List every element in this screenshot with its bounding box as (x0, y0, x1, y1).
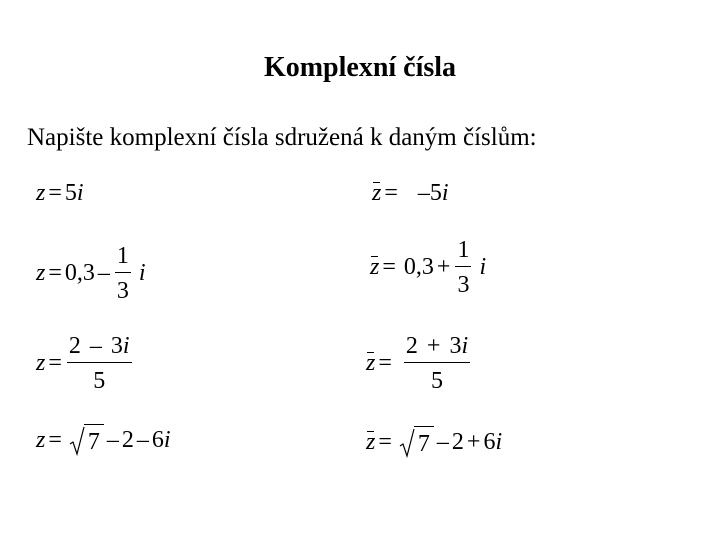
fraction-denominator: 5 (431, 368, 443, 394)
equals-sign: = (378, 428, 392, 455)
fraction-numerator: 1 (116, 243, 129, 269)
fraction-numerator (67, 334, 132, 362)
variable-z-conjugate: z (366, 428, 376, 455)
imaginary-unit: i (441, 180, 449, 206)
fraction-denominator: 3 (457, 272, 470, 298)
instruction-text: Napište komplexní čísla sdružená k daným číslům: (27, 124, 537, 151)
radical-sign-icon (69, 426, 85, 456)
subtrahend: 2 (121, 426, 134, 453)
imaginary-unit: i (479, 254, 487, 280)
variable-z: z (36, 350, 46, 376)
variable-z-conjugate: z (370, 254, 380, 280)
equation-1-given (36, 180, 84, 207)
equals-sign: = (48, 426, 62, 453)
fraction (455, 238, 471, 297)
minus-sign: – (106, 426, 119, 453)
minus-sign: – (436, 428, 449, 455)
imag-coefficient: 6 (151, 426, 164, 453)
equation-3-conjugate (366, 334, 472, 393)
radical-sign-icon (399, 428, 415, 458)
imaginary-unit: i (122, 333, 130, 359)
radicand: 7 (414, 426, 434, 458)
variable-z-conjugate: z (366, 350, 376, 376)
real-part: 0,3 (403, 254, 434, 280)
imaginary-unit: i (138, 260, 146, 286)
variable-z-conjugate: z (372, 180, 382, 206)
imaginary-unit: i (163, 426, 171, 453)
minus-sign: – (89, 333, 102, 359)
fraction-numerator (404, 334, 470, 362)
equals-sign: = (48, 350, 62, 376)
numerator-real: 2 (68, 333, 81, 359)
equation-2-conjugate (370, 238, 486, 297)
minus-sign: – (417, 180, 430, 206)
plus-sign: + (426, 333, 441, 359)
numerator-real: 2 (405, 333, 418, 359)
equals-sign: = (48, 180, 62, 206)
subtrahend: 2 (451, 428, 464, 455)
plus-sign: + (466, 428, 481, 455)
plus-sign: + (436, 254, 451, 280)
equals-sign: = (382, 254, 396, 280)
fraction-numerator: 1 (457, 237, 470, 263)
slide-title: Komplexní čísla (263, 52, 457, 83)
imaginary-unit: i (495, 428, 503, 455)
numerator-imag-coef: 3 (110, 333, 123, 359)
fraction (67, 334, 132, 393)
equation-1-conjugate (372, 180, 449, 207)
real-part: 0,3 (64, 260, 95, 286)
variable-z: z (36, 260, 46, 286)
fraction-denominator: 3 (116, 278, 129, 304)
numerator-imag-coef: 3 (449, 333, 462, 359)
minus-sign: – (136, 426, 149, 453)
imag-coefficient: 5 (429, 180, 442, 206)
variable-z: z (36, 426, 46, 453)
square-root (69, 424, 104, 456)
equation-4-conjugate (366, 426, 502, 458)
fraction-denominator: 5 (93, 368, 106, 394)
imag-coefficient: 6 (483, 428, 496, 455)
imaginary-unit: i (461, 333, 469, 359)
equals-sign: = (384, 180, 398, 206)
equation-4-given (36, 424, 171, 456)
imag-coefficient: 5 (64, 180, 77, 206)
minus-sign: – (97, 260, 110, 286)
radicand: 7 (84, 424, 104, 456)
equation-3-given (36, 334, 134, 393)
square-root (399, 426, 434, 458)
equals-sign: = (48, 260, 62, 286)
variable-z: z (36, 180, 46, 206)
fraction (404, 334, 470, 393)
fraction (115, 244, 131, 303)
equation-2-given (36, 244, 146, 303)
imaginary-unit: i (76, 180, 84, 206)
equals-sign: = (378, 350, 392, 376)
